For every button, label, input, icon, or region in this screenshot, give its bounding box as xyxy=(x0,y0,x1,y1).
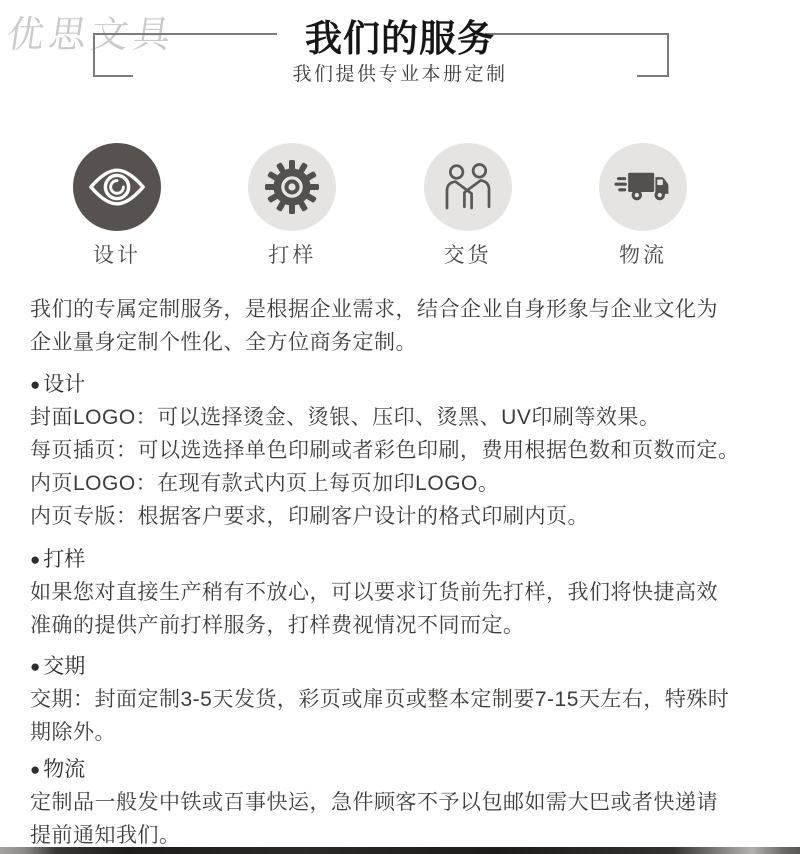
page-header xyxy=(0,0,800,87)
gear-icon xyxy=(262,157,322,217)
bullet-icon: ● xyxy=(30,375,41,394)
section-line: 内页LOGO：在现有款式内页上每页加印LOGO。 xyxy=(30,472,500,495)
section-title: 交期 xyxy=(43,655,86,678)
service-label-delivery: 交货 xyxy=(443,244,492,267)
delivery-circle xyxy=(424,143,512,231)
eye-icon xyxy=(88,158,146,216)
page-subtitle: 我们提供专业本册定制 xyxy=(292,64,508,85)
service-label-proofing: 打样 xyxy=(268,244,317,267)
section-heading xyxy=(30,368,770,401)
service-item-design xyxy=(73,143,161,269)
page-title: 我们的服务 xyxy=(305,18,495,59)
section-proofing xyxy=(30,543,770,642)
service-item-logistics xyxy=(599,143,687,269)
section-line: 交期：封面定制3-5天发货，彩页或扉页或整本定制要7-15天左右，特殊时 xyxy=(30,688,730,711)
truck-icon xyxy=(612,156,674,218)
design-circle xyxy=(73,143,161,231)
bullet-icon: ● xyxy=(30,657,41,676)
section-title: 设计 xyxy=(43,373,86,396)
service-item-proofing xyxy=(248,143,336,269)
intro-line: 企业量身定制个性化、全方位商务定制。 xyxy=(30,331,417,354)
section-delivery-time xyxy=(30,650,770,749)
section-line: 期除外。 xyxy=(30,721,116,744)
section-line: 提前通知我们。 xyxy=(30,824,181,847)
section-line: 内页专版：根据客户要求，印刷客户设计的格式印刷内页。 xyxy=(30,505,589,528)
service-description xyxy=(30,293,770,852)
section-title: 物流 xyxy=(43,758,86,781)
section-line: 定制品一般发中铁或百事快运，急件顾客不予以包邮如需大巴或者快递请 xyxy=(30,791,718,814)
section-line: 每页插页：可以选选择单色印刷或者彩色印刷，费用根据色数和页数而定。 xyxy=(30,439,740,462)
section-heading xyxy=(30,753,770,786)
handshake-icon xyxy=(438,157,498,217)
service-label-design: 设计 xyxy=(93,244,141,267)
proofing-circle xyxy=(248,143,336,231)
section-line: 准确的提供产前打样服务，打样费视情况不同而定。 xyxy=(30,614,525,637)
service-icons-row xyxy=(73,143,687,269)
service-label-logistics: 物流 xyxy=(618,244,667,267)
brand-watermark: 优思文具 xyxy=(4,15,179,56)
next-image-edge xyxy=(0,847,800,854)
intro-line: 我们的专属定制服务，是根据企业需求，结合企业自身形象与企业文化为 xyxy=(30,298,718,321)
section-line: 封面LOGO：可以选择烫金、烫银、压印、烫黑、UV印刷等效果。 xyxy=(30,406,661,429)
section-logistics xyxy=(30,753,770,852)
section-heading xyxy=(30,650,770,683)
bullet-icon: ● xyxy=(30,550,41,569)
intro-paragraph xyxy=(30,293,770,359)
service-item-delivery xyxy=(424,143,512,269)
section-line: 如果您对直接生产稍有不放心，可以要求订货前先打样，我们将快捷高效 xyxy=(30,581,718,604)
logistics-circle xyxy=(599,143,687,231)
section-title: 打样 xyxy=(43,548,86,571)
section-heading xyxy=(30,543,770,576)
section-design xyxy=(30,368,770,533)
bullet-icon: ● xyxy=(30,760,41,779)
